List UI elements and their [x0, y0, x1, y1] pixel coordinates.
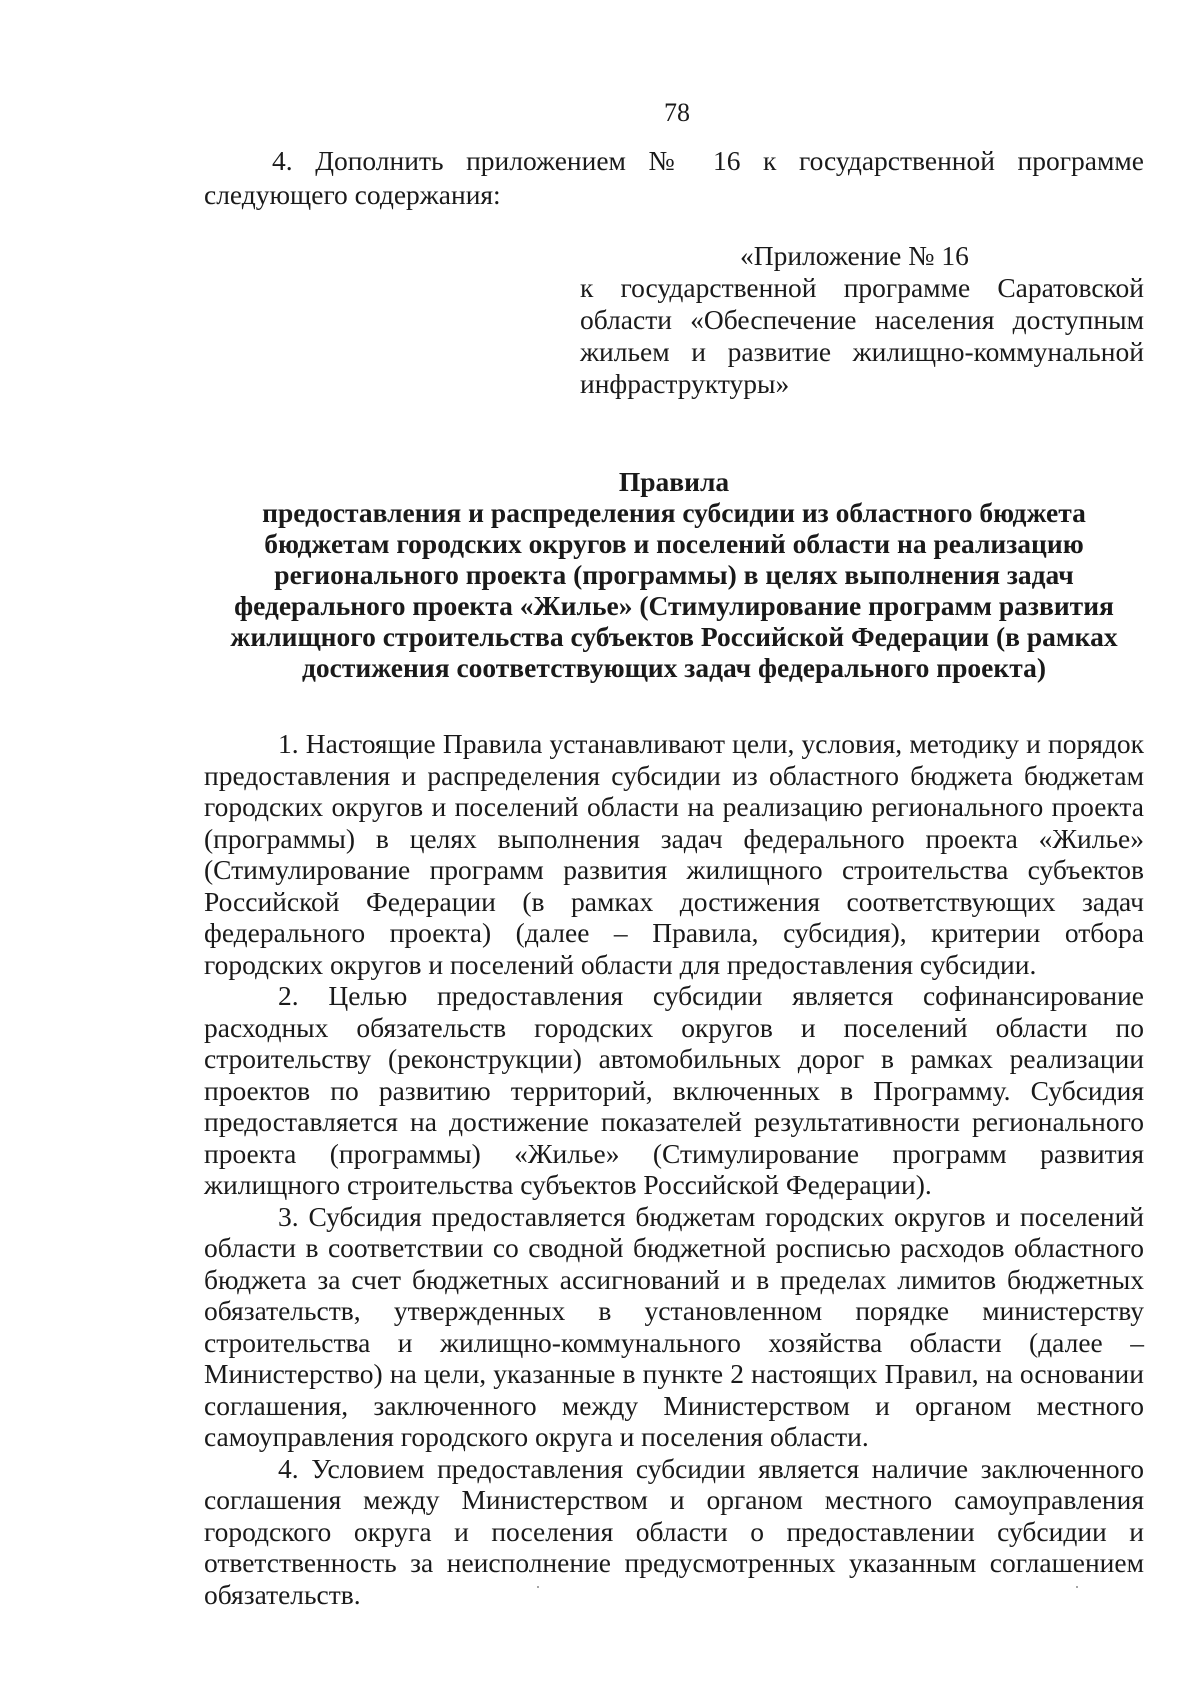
scan-speck	[1076, 1586, 1078, 1588]
document-body	[204, 728, 1144, 1610]
scan-speck	[537, 1586, 539, 1588]
appendix-block	[580, 240, 1144, 400]
appendix-title: «Приложение № 16	[740, 240, 969, 271]
page-number: 78	[664, 98, 690, 127]
body-paragraph-2: 2. Целью предоставления субсидии является софинансирование расходных обязательств городских округов и поселений области по строительству (реконструкции) автомобильных дорог в рамках реализации проектов по развитию территорий, включенных в Программу. Субсидия предоставляется на достижение показателей результативности регионального проекта (программы) «Жилье» (Стимулирование программ развития жилищного строительства субъектов Российской Федерации).	[204, 980, 1144, 1200]
appendix-description: к государственной программе Саратовской области «Обеспечение населения доступным жильем и развитие жилищно-коммунальной инфраструктуры»	[580, 272, 1144, 399]
body-paragraph-3: 3. Субсидия предоставляется бюджетам городских округов и поселений области в соответствии со сводной бюджетной росписью расходов областного бюджета за счет бюджетных ассигнований и в пределах лимитов бюджетных обязательств, утвержденных в установленном порядке министерству строительства и жилищно-коммунального хозяйства области (далее – Министерство) на цели, указанные в пункте 2 настоящих Правил, на основании соглашения, заключенного между Министерством и органом местного самоуправления городского округа и поселения области.	[204, 1200, 1144, 1452]
body-paragraph-1: 1. Настоящие Правила устанавливают цели, условия, методику и порядок предоставления и распределения субсидии из областного бюджета бюджетам городских округов и поселений области на реализацию регионального проекта (программы) в целях выполнения задач федерального проекта «Жилье» (Стимулирование программ развития жилищного строительства субъектов Российской Федерации (в рамках достижения соответствующих задач федерального проекта) (далее – Правила, субсидия), критерии отбора городских округов и поселений области для предоставления субсидии.	[204, 728, 1144, 980]
intro-paragraph: 4. Дополнить приложением № 16 к государственной программе следующего содержания:	[204, 145, 1144, 210]
heading-title: Правила	[618, 466, 730, 497]
heading-subtitle: предоставления и распределения субсидии из областного бюджета бюджетам городских округов и поселений области на реализацию регионального проекта (программы) в целях выполнения задач федерального проекта «Жилье» (Стимулирование программ развития жилищного строительства субъектов Российской Федерации (в рамках достижения соответствующих задач федерального проекта)	[230, 497, 1118, 683]
document-heading	[200, 466, 1148, 683]
body-paragraph-4: 4. Условием предоставления субсидии является наличие заключенного соглашения между Министерством и органом местного самоуправления городского округа и поселения области о предоставлении субсидии и ответственность за неисполнение предусмотренных указанным соглашением обязательств.	[204, 1452, 1144, 1610]
